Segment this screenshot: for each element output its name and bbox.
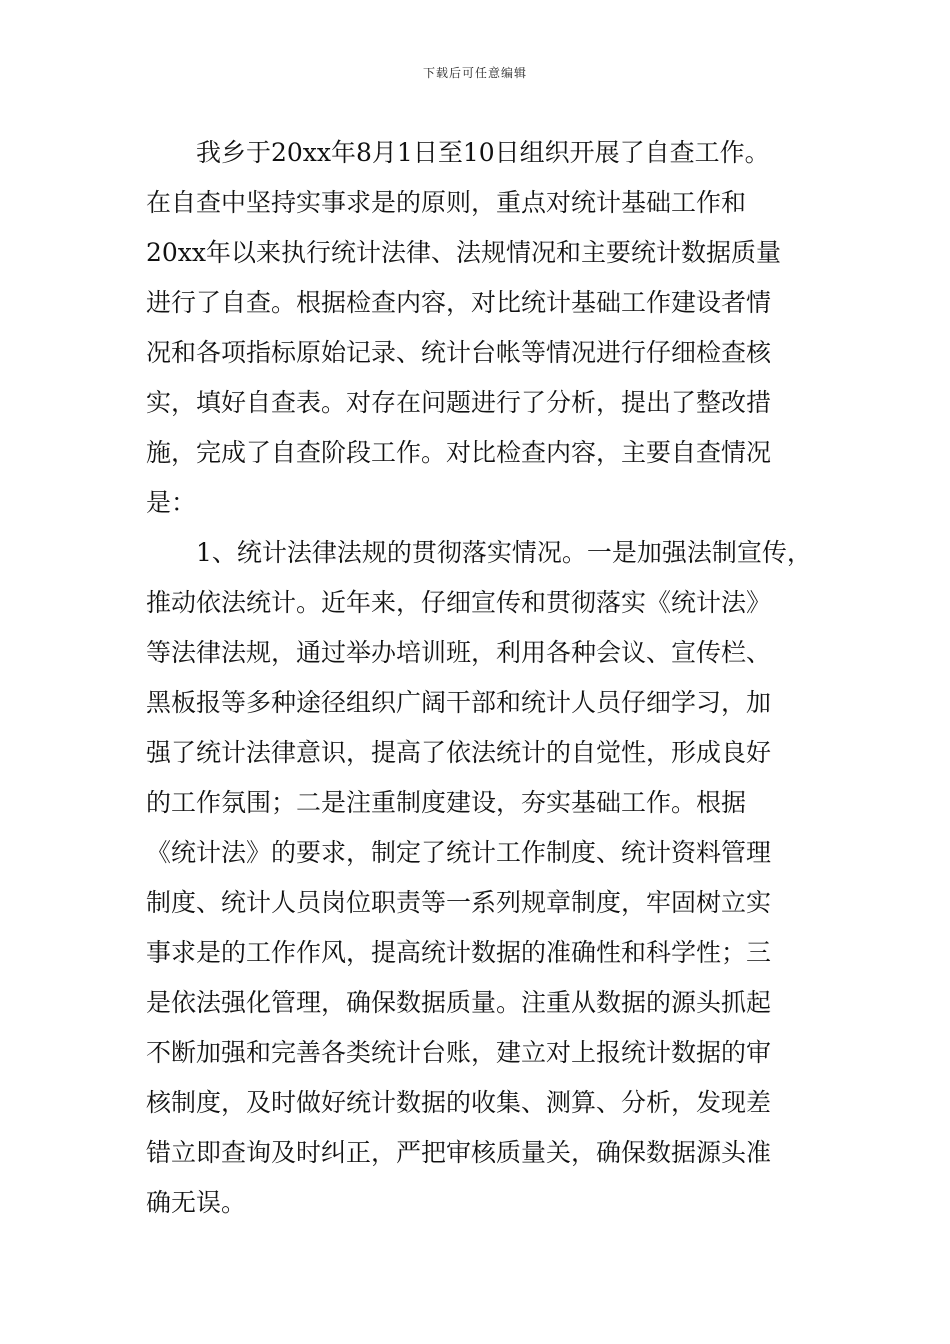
text-line: 确无误。	[146, 1188, 247, 1217]
text-line: 错立即查询及时纠正，严把审核质量关，确保数据源头准	[146, 1138, 772, 1167]
text-line: 不断加强和完善各类统计台账，建立对上报统计数据的审	[146, 1038, 772, 1067]
paragraph-self-inspection-overview	[146, 128, 836, 528]
text-line: 的工作氛围；二是注重制度建设，夯实基础工作。根据	[146, 788, 747, 817]
text-line: 况和各项指标原始记录、统计台帐等情况进行仔细检查核	[146, 338, 772, 367]
text-line: 我乡于20xx年8月1日至10日组织开展了自查工作。	[196, 138, 770, 167]
document-body	[146, 128, 836, 1228]
text-line: 等法律法规，通过举办培训班，利用各种会议、宣传栏、	[146, 638, 772, 667]
text-line: 施，完成了自查阶段工作。对比检查内容，主要自查情况	[146, 438, 772, 467]
text-line: 在自查中坚持实事求是的原则，重点对统计基础工作和	[146, 188, 747, 217]
text-line: 进行了自查。根据检查内容，对比统计基础工作建设者情	[146, 288, 772, 317]
text-line: 20xx年以来执行统计法律、法规情况和主要统计数据质量	[146, 238, 782, 267]
text-line: 是依法强化管理，确保数据质量。注重从数据的源头抓起	[146, 988, 772, 1017]
page-header-note: 下载后可任意编辑	[422, 66, 527, 80]
text-line: 《统计法》的要求，制定了统计工作制度、统计资料管理	[146, 838, 772, 867]
text-line: 1、统计法律法规的贯彻落实情况。一是加强法制宣传，	[196, 538, 812, 567]
text-line: 事求是的工作作风，提高统计数据的准确性和科学性；三	[146, 938, 772, 967]
text-line: 是：	[146, 488, 197, 517]
text-line: 制度、统计人员岗位职责等一系列规章制度，牢固树立实	[146, 888, 772, 917]
text-line: 强了统计法律意识，提高了依法统计的自觉性，形成良好	[146, 738, 772, 767]
text-line: 实，填好自查表。对存在问题进行了分析，提出了整改措	[146, 388, 772, 417]
text-line: 黑板报等多种途径组织广阔干部和统计人员仔细学习，加	[146, 688, 772, 717]
paragraph-law-implementation	[146, 528, 836, 1228]
text-line: 推动依法统计。近年来，仔细宣传和贯彻落实《统计法》	[146, 588, 772, 617]
text-line: 核制度，及时做好统计数据的收集、测算、分析，发现差	[146, 1088, 772, 1117]
